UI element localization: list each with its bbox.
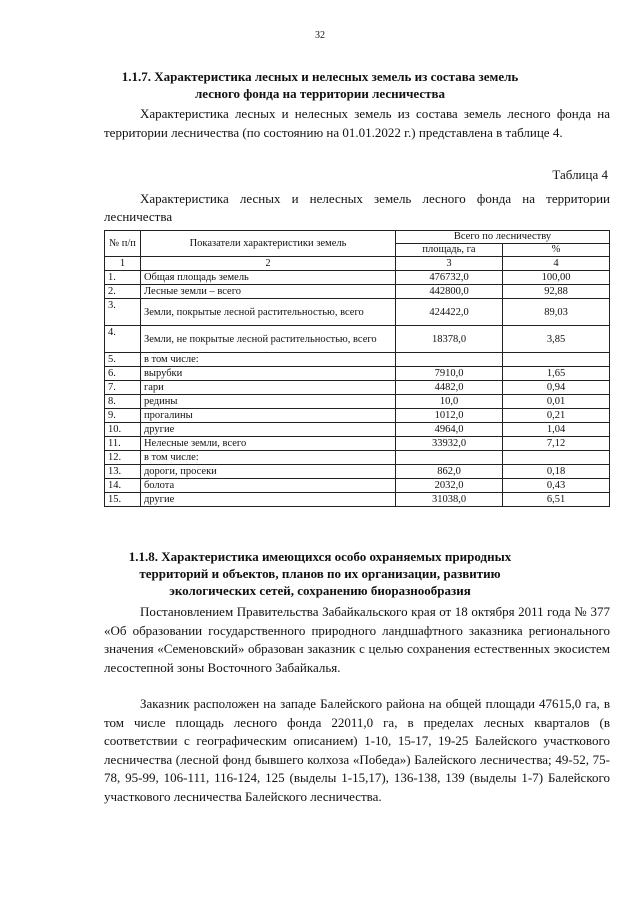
- col-number-2: 2: [140, 257, 395, 271]
- table-row: [105, 367, 610, 381]
- table-row: [105, 479, 610, 493]
- table-row: [105, 395, 610, 409]
- row-name: в том числе:: [140, 353, 395, 367]
- table-title: Характеристика лесных и нелесных земель лесного фонда на территории лесничества: [104, 191, 610, 224]
- row-percent: 3,85: [503, 326, 610, 353]
- row-percent: 1,65: [503, 367, 610, 381]
- table-row: [105, 299, 610, 326]
- row-percent: 0,01: [503, 395, 610, 409]
- row-area: 4964,0: [396, 423, 503, 437]
- row-num: 4.: [105, 326, 141, 353]
- table-row: [105, 465, 610, 479]
- col-number-3: 3: [396, 257, 503, 271]
- table-row: [105, 409, 610, 423]
- row-name: дороги, просеки: [140, 465, 395, 479]
- table-row: [105, 353, 610, 367]
- row-name: Земли, покрытые лесной растительностью, всего: [140, 299, 395, 326]
- row-num: 10.: [105, 423, 141, 437]
- row-percent: 0,94: [503, 381, 610, 395]
- row-percent: 92,88: [503, 285, 610, 299]
- section-118-paragraph-2: Заказник расположен на западе Балейского района на общей площади 47615,0 га, в том числе площадь лесного фонда 22011,0 га, в пределах лесных кварталов (в соответствии с географическим описанием) 1-10, 15-17, 19-25 Балейского участкового лесничества (лесной фонд бывшего колхоза «Победа») Балейского лесничества; 49-52, 75-78, 95-99, 106-111, 116-124, 125 (выделы 1-15,17), 136-138, 139 (выделы 1-7) Балейского участкового лесничества Балейского лесничества.: [104, 696, 610, 804]
- table-row: [105, 285, 610, 299]
- row-num: 3.: [105, 299, 141, 326]
- row-percent: 100,00: [503, 271, 610, 285]
- table-label: Таблица 4: [552, 167, 608, 182]
- row-area: [396, 353, 503, 367]
- row-area: 4482,0: [396, 381, 503, 395]
- table-row: [105, 326, 610, 353]
- row-num: 6.: [105, 367, 141, 381]
- row-area: 442800,0: [396, 285, 503, 299]
- header-percent: %: [503, 244, 610, 257]
- header-area: площадь, га: [396, 244, 503, 257]
- section-118-title-line1: 1.1.8. Характеристика имеющихся особо охраняемых природных: [128, 549, 512, 564]
- row-name: Земли, не покрытые лесной растительностью, всего: [140, 326, 395, 353]
- row-area: 18378,0: [396, 326, 503, 353]
- row-area: 424422,0: [396, 299, 503, 326]
- row-num: 12.: [105, 451, 141, 465]
- row-num: 15.: [105, 493, 141, 507]
- section-117-title-line1: 1.1.7. Характеристика лесных и нелесных земель из состава земель: [121, 69, 519, 84]
- row-name: другие: [140, 493, 395, 507]
- row-area: 1012,0: [396, 409, 503, 423]
- row-num: 1.: [105, 271, 141, 285]
- table-row: [105, 423, 610, 437]
- row-percent: 7,12: [503, 437, 610, 451]
- table-row: [105, 437, 610, 451]
- row-percent: 0,18: [503, 465, 610, 479]
- row-area: 862,0: [396, 465, 503, 479]
- section-118-title-line2: территорий и объектов, планов по их организации, развитию: [139, 566, 501, 581]
- section-118-paragraph-1: Постановлением Правительства Забайкальского края от 18 октября 2011 года № 377 «Об образовании государственного природного ландшафтного заказника регионального значения «Семеновский» образован заказник с целью сохранения естественных экосистем лесостепной зоны Восточного Забайкалья.: [104, 604, 610, 675]
- table-row: [105, 381, 610, 395]
- page-number: 32: [315, 30, 325, 41]
- row-area: 31038,0: [396, 493, 503, 507]
- row-name: в том числе:: [140, 451, 395, 465]
- row-name: другие: [140, 423, 395, 437]
- row-name: гари: [140, 381, 395, 395]
- table-row: [105, 451, 610, 465]
- col-number-4: 4: [503, 257, 610, 271]
- table-row: [105, 271, 610, 285]
- row-area: 10,0: [396, 395, 503, 409]
- row-name: Общая площадь земель: [140, 271, 395, 285]
- header-total: Всего по лесничеству: [396, 231, 610, 244]
- row-name: вырубки: [140, 367, 395, 381]
- row-name: Нелесные земли, всего: [140, 437, 395, 451]
- row-num: 11.: [105, 437, 141, 451]
- row-num: 14.: [105, 479, 141, 493]
- row-percent: 0,43: [503, 479, 610, 493]
- row-percent: 89,03: [503, 299, 610, 326]
- row-percent: [503, 451, 610, 465]
- row-percent: 0,21: [503, 409, 610, 423]
- col-number-1: 1: [105, 257, 141, 271]
- column-number-row: [105, 257, 610, 271]
- row-percent: 6,51: [503, 493, 610, 507]
- land-characteristics-table: [104, 230, 610, 507]
- row-num: 7.: [105, 381, 141, 395]
- table-row: [105, 493, 610, 507]
- row-num: 13.: [105, 465, 141, 479]
- row-area: [396, 451, 503, 465]
- section-118-title-line3: экологических сетей, сохранению биоразнообразия: [169, 583, 471, 598]
- section-117-paragraph: Характеристика лесных и нелесных земель из состава земель лесного фонда на территории лесничества (по состоянию на 01.01.2022 г.) представлена в таблице 4.: [104, 106, 610, 140]
- row-num: 5.: [105, 353, 141, 367]
- section-117-heading: [100, 68, 540, 102]
- row-area: 2032,0: [396, 479, 503, 493]
- row-num: 8.: [105, 395, 141, 409]
- section-118-heading: [100, 548, 540, 599]
- header-num: № п/п: [105, 231, 141, 257]
- row-name: Лесные земли – всего: [140, 285, 395, 299]
- row-percent: [503, 353, 610, 367]
- row-area: 7910,0: [396, 367, 503, 381]
- row-name: болота: [140, 479, 395, 493]
- row-num: 2.: [105, 285, 141, 299]
- section-117-title-line2: лесного фонда на территории лесничества: [194, 86, 446, 101]
- row-name: редины: [140, 395, 395, 409]
- header-indicator: Показатели характеристики земель: [140, 231, 395, 257]
- row-num: 9.: [105, 409, 141, 423]
- row-name: прогалины: [140, 409, 395, 423]
- row-area: 33932,0: [396, 437, 503, 451]
- row-area: 476732,0: [396, 271, 503, 285]
- row-percent: 1,04: [503, 423, 610, 437]
